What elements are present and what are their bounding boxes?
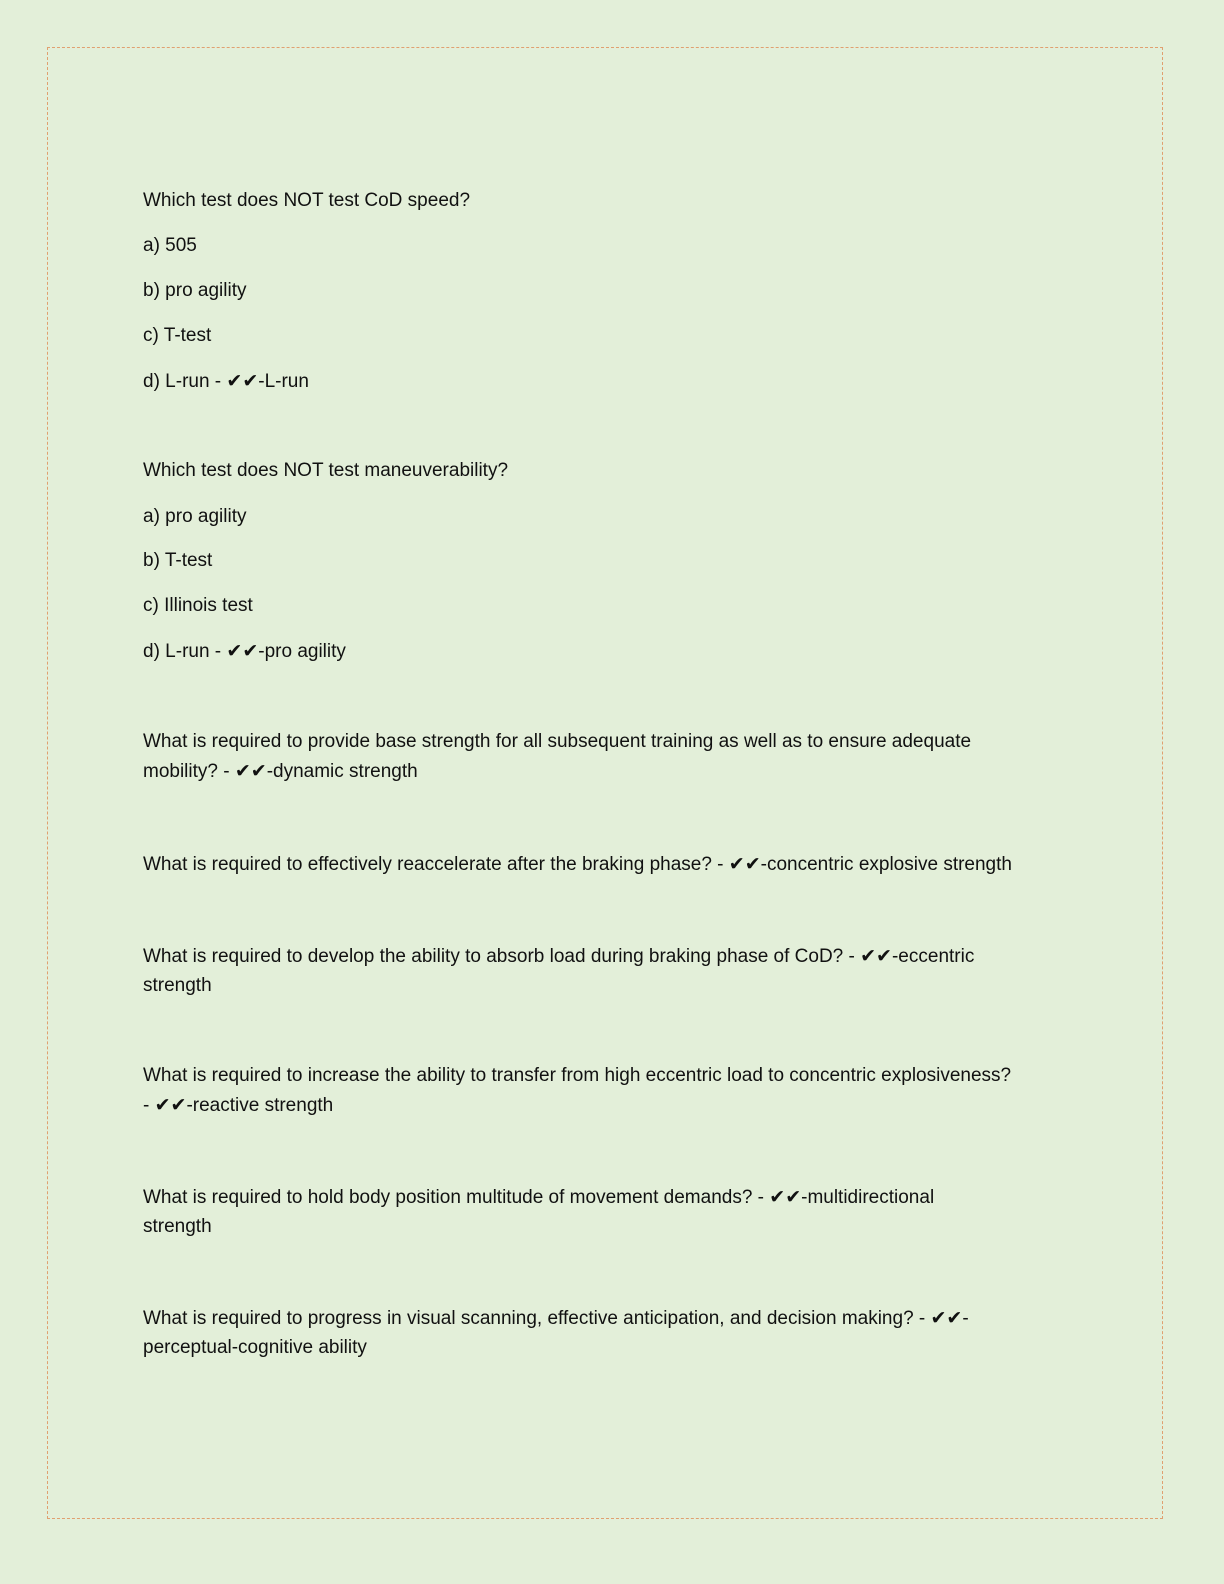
qa-3-line-2: strength — [143, 975, 212, 996]
qa-4-line-1: What is required to increase the ability to transfer from high eccentric load to concentric explosiveness? — [143, 1065, 1012, 1086]
question-2-option-b: b) T-test — [143, 550, 213, 571]
qa-1-line-2: mobility? - ✔✔-dynamic strength — [143, 761, 418, 782]
question-1-option-c: c) T-test — [143, 325, 212, 346]
qa-5-line-2: strength — [143, 1216, 212, 1237]
question-1-option-b: b) pro agility — [143, 280, 247, 301]
question-2-option-d: d) L-run - ✔✔-pro agility — [143, 641, 346, 662]
question-2-text: Which test does NOT test maneuverability? — [143, 460, 509, 481]
question-1-text: Which test does NOT test CoD speed? — [143, 190, 471, 211]
question-1-option-a: a) 505 — [143, 235, 197, 256]
qa-1-line-1: What is required to provide base strength for all subsequent training as well as to ensure adequate — [143, 731, 972, 752]
qa-3-line-1: What is required to develop the ability to absorb load during braking phase of CoD? - ✔✔-eccentric — [143, 946, 975, 967]
question-1-option-d: d) L-run - ✔✔-L-run — [143, 371, 309, 392]
qa-4-line-2: - ✔✔-reactive strength — [143, 1095, 334, 1116]
qa-5-line-1: What is required to hold body position multitude of movement demands? - ✔✔-multidirectional — [143, 1187, 935, 1208]
qa-6-line-2: perceptual-cognitive ability — [143, 1337, 367, 1358]
question-2-option-a: a) pro agility — [143, 506, 247, 527]
qa-6-line-1: What is required to progress in visual scanning, effective anticipation, and decision making? - ✔✔- — [143, 1308, 969, 1329]
question-2-option-c: c) Illinois test — [143, 595, 253, 616]
qa-2-line-1: What is required to effectively reaccelerate after the braking phase? - ✔✔-concentric explosive strength — [143, 854, 1012, 875]
question-block-1 — [143, 186, 470, 216]
